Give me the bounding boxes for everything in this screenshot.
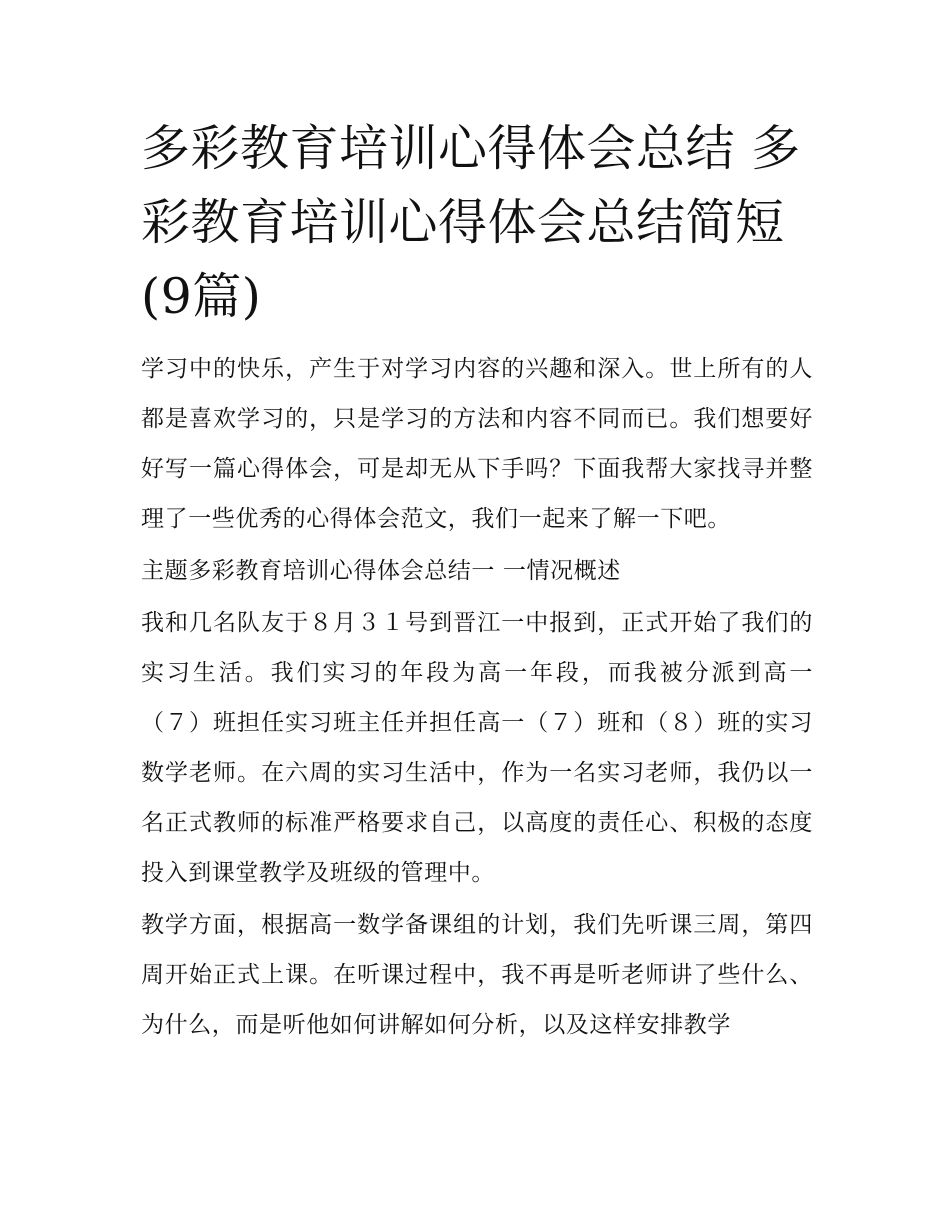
intro-paragraph: 学习中的快乐，产生于对学习内容的兴趣和深入。世上所有的人都是喜欢学习的，只是学习的方法和内容不同而已。我们想要好好写一篇心得体会，可是却无从下手吗？下面我帮大家找寻并整理了一些优秀的心得体会范文，我们一起来了解一下吧。	[141, 356, 813, 532]
section-heading-paragraph: 主题多彩教育培训心得体会总结一 一情况概述	[141, 558, 621, 584]
document-body	[141, 112, 813, 1052]
teaching-paragraph: 教学方面，根据高一数学备课组的计划，我们先听课三周，第四周开始正式上课。在听课过程中，我不再是听老师讲了些什么、为什么，而是听他如何讲解如何分析，以及这样安排教学	[141, 912, 813, 1038]
overview-paragraph: 我和几名队友于８月３１号到晋江一中报到，正式开始了我们的实习生活。我们实习的年段为高一年段，而我被分派到高一（７）班担任实习班主任并担任高一（７）班和（８）班的实习数学老师。在六周的实习生活中，作为一名实习老师，我仍以一名正式教师的标准严格要求自己，以高度的责任心、积极的态度投入到课堂教学及班级的管理中。	[141, 610, 813, 886]
document-title: 多彩教育培训心得体会总结 多彩教育培训心得体会总结简短(9篇)	[141, 120, 801, 325]
